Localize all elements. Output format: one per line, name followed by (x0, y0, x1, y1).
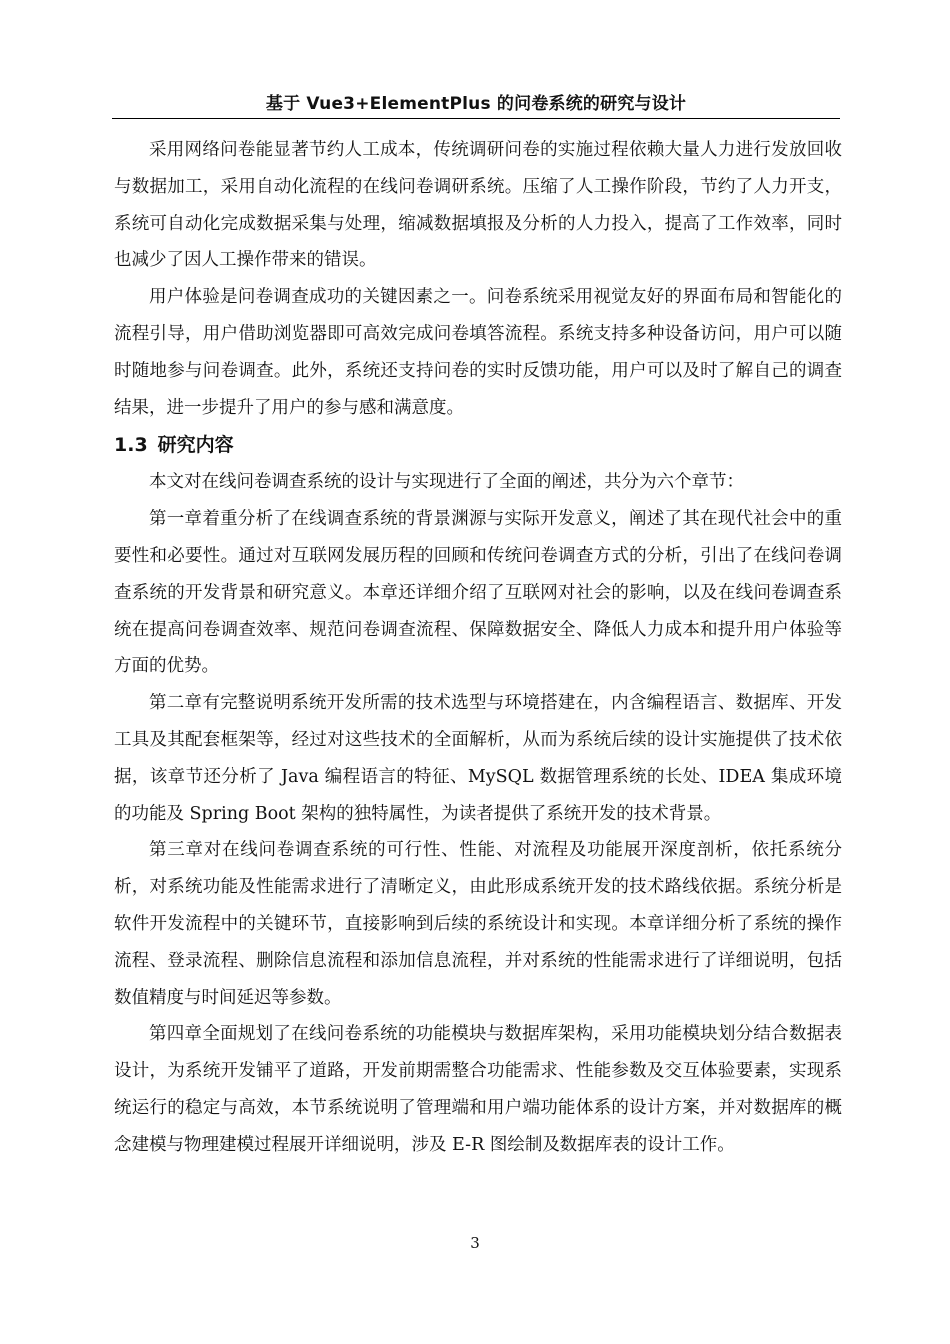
section-heading (114, 426, 842, 464)
header-divider (112, 118, 840, 119)
running-header-title: 基于 Vue3+ElementPlus 的问卷系统的研究与设计 (265, 94, 687, 114)
paragraph-chapter-4: 第四章全面规划了在线问卷系统的功能模块与数据库架构，采用功能模块划分结合数据表设计，为系统开发铺平了道路，开发前期需整合功能需求、性能参数及交互体验要素，实现系统运行的稳定与高效，本节系统说明了管理端和用户端功能体系的设计方案，并对数据库的概念建模与物理建模过程展开详细说明，涉及 E-R 图绘制及数据库表的设计工作。 (114, 1024, 842, 1155)
page-number: 3 (470, 1234, 480, 1252)
paragraph-chapter-2: 第二章有完整说明系统开发所需的技术选型与环境搭建在，内含编程语言、数据库、开发工具及其配套框架等，经过对这些技术的全面解析，从而为系统后续的设计实施提供了技术依据，该章节还分析了 Java 编程语言的特征、MySQL 数据管理系统的长处、IDEA 集成环境的功能及 Spring Boot 架构的独特属性，为读者提供了系统开发的技术背景。 (114, 693, 842, 824)
paragraph-chapter-3: 第三章对在线问卷调查系统的可行性、性能、对流程及功能展开深度剖析，依托系统分析，对系统功能及性能需求进行了清晰定义，由此形成系统开发的技术路线依据。系统分析是软件开发流程中的关键环节，直接影响到后续的系统设计和实现。本章详细分析了系统的操作流程、登录流程、删除信息流程和添加信息流程，并对系统的性能需求进行了详细说明，包括数值精度与时间延迟等参数。 (114, 840, 842, 1008)
section-title: 研究内容 (157, 434, 234, 457)
paragraph-chapter-1: 第一章着重分析了在线调查系统的背景渊源与实际开发意义，阐述了其在现代社会中的重要性和必要性。通过对互联网发展历程的回顾和传统问卷调查方式的分析，引出了在线问卷调查系统的开发背景和研究意义。本章还详细介绍了互联网对社会的影响，以及在线问卷调查系统在提高问卷调查效率、规范问卷调查流程、保障数据安全、降低人力成本和提升用户体验等方面的优势。 (114, 509, 842, 677)
paragraph-user-experience: 用户体验是问卷调查成功的关键因素之一。问卷系统采用视觉友好的界面布局和智能化的流程引导，用户借助浏览器即可高效完成问卷填答流程。系统支持多种设备访问，用户可以随时随地参与问卷调查。此外，系统还支持问卷的实时反馈功能，用户可以及时了解自己的调查结果，进一步提升了用户的参与感和满意度。 (114, 287, 842, 418)
page-body (114, 132, 842, 1164)
paragraph-overview: 本文对在线问卷调查系统的设计与实现进行了全面的阐述，共分为六个章节： (149, 472, 744, 493)
paragraph-cost-saving: 采用网络问卷能显著节约人工成本，传统调研问卷的实施过程依赖大量人力进行发放回收与数据加工，采用自动化流程的在线问卷调研系统。压缩了人工操作阶段，节约了人力开支，系统可自动化完成数据采集与处理，缩减数据填报及分析的人力投入，提高了工作效率，同时也减少了因人工操作带来的错误。 (114, 140, 842, 271)
section-number: 1.3 (114, 434, 148, 457)
